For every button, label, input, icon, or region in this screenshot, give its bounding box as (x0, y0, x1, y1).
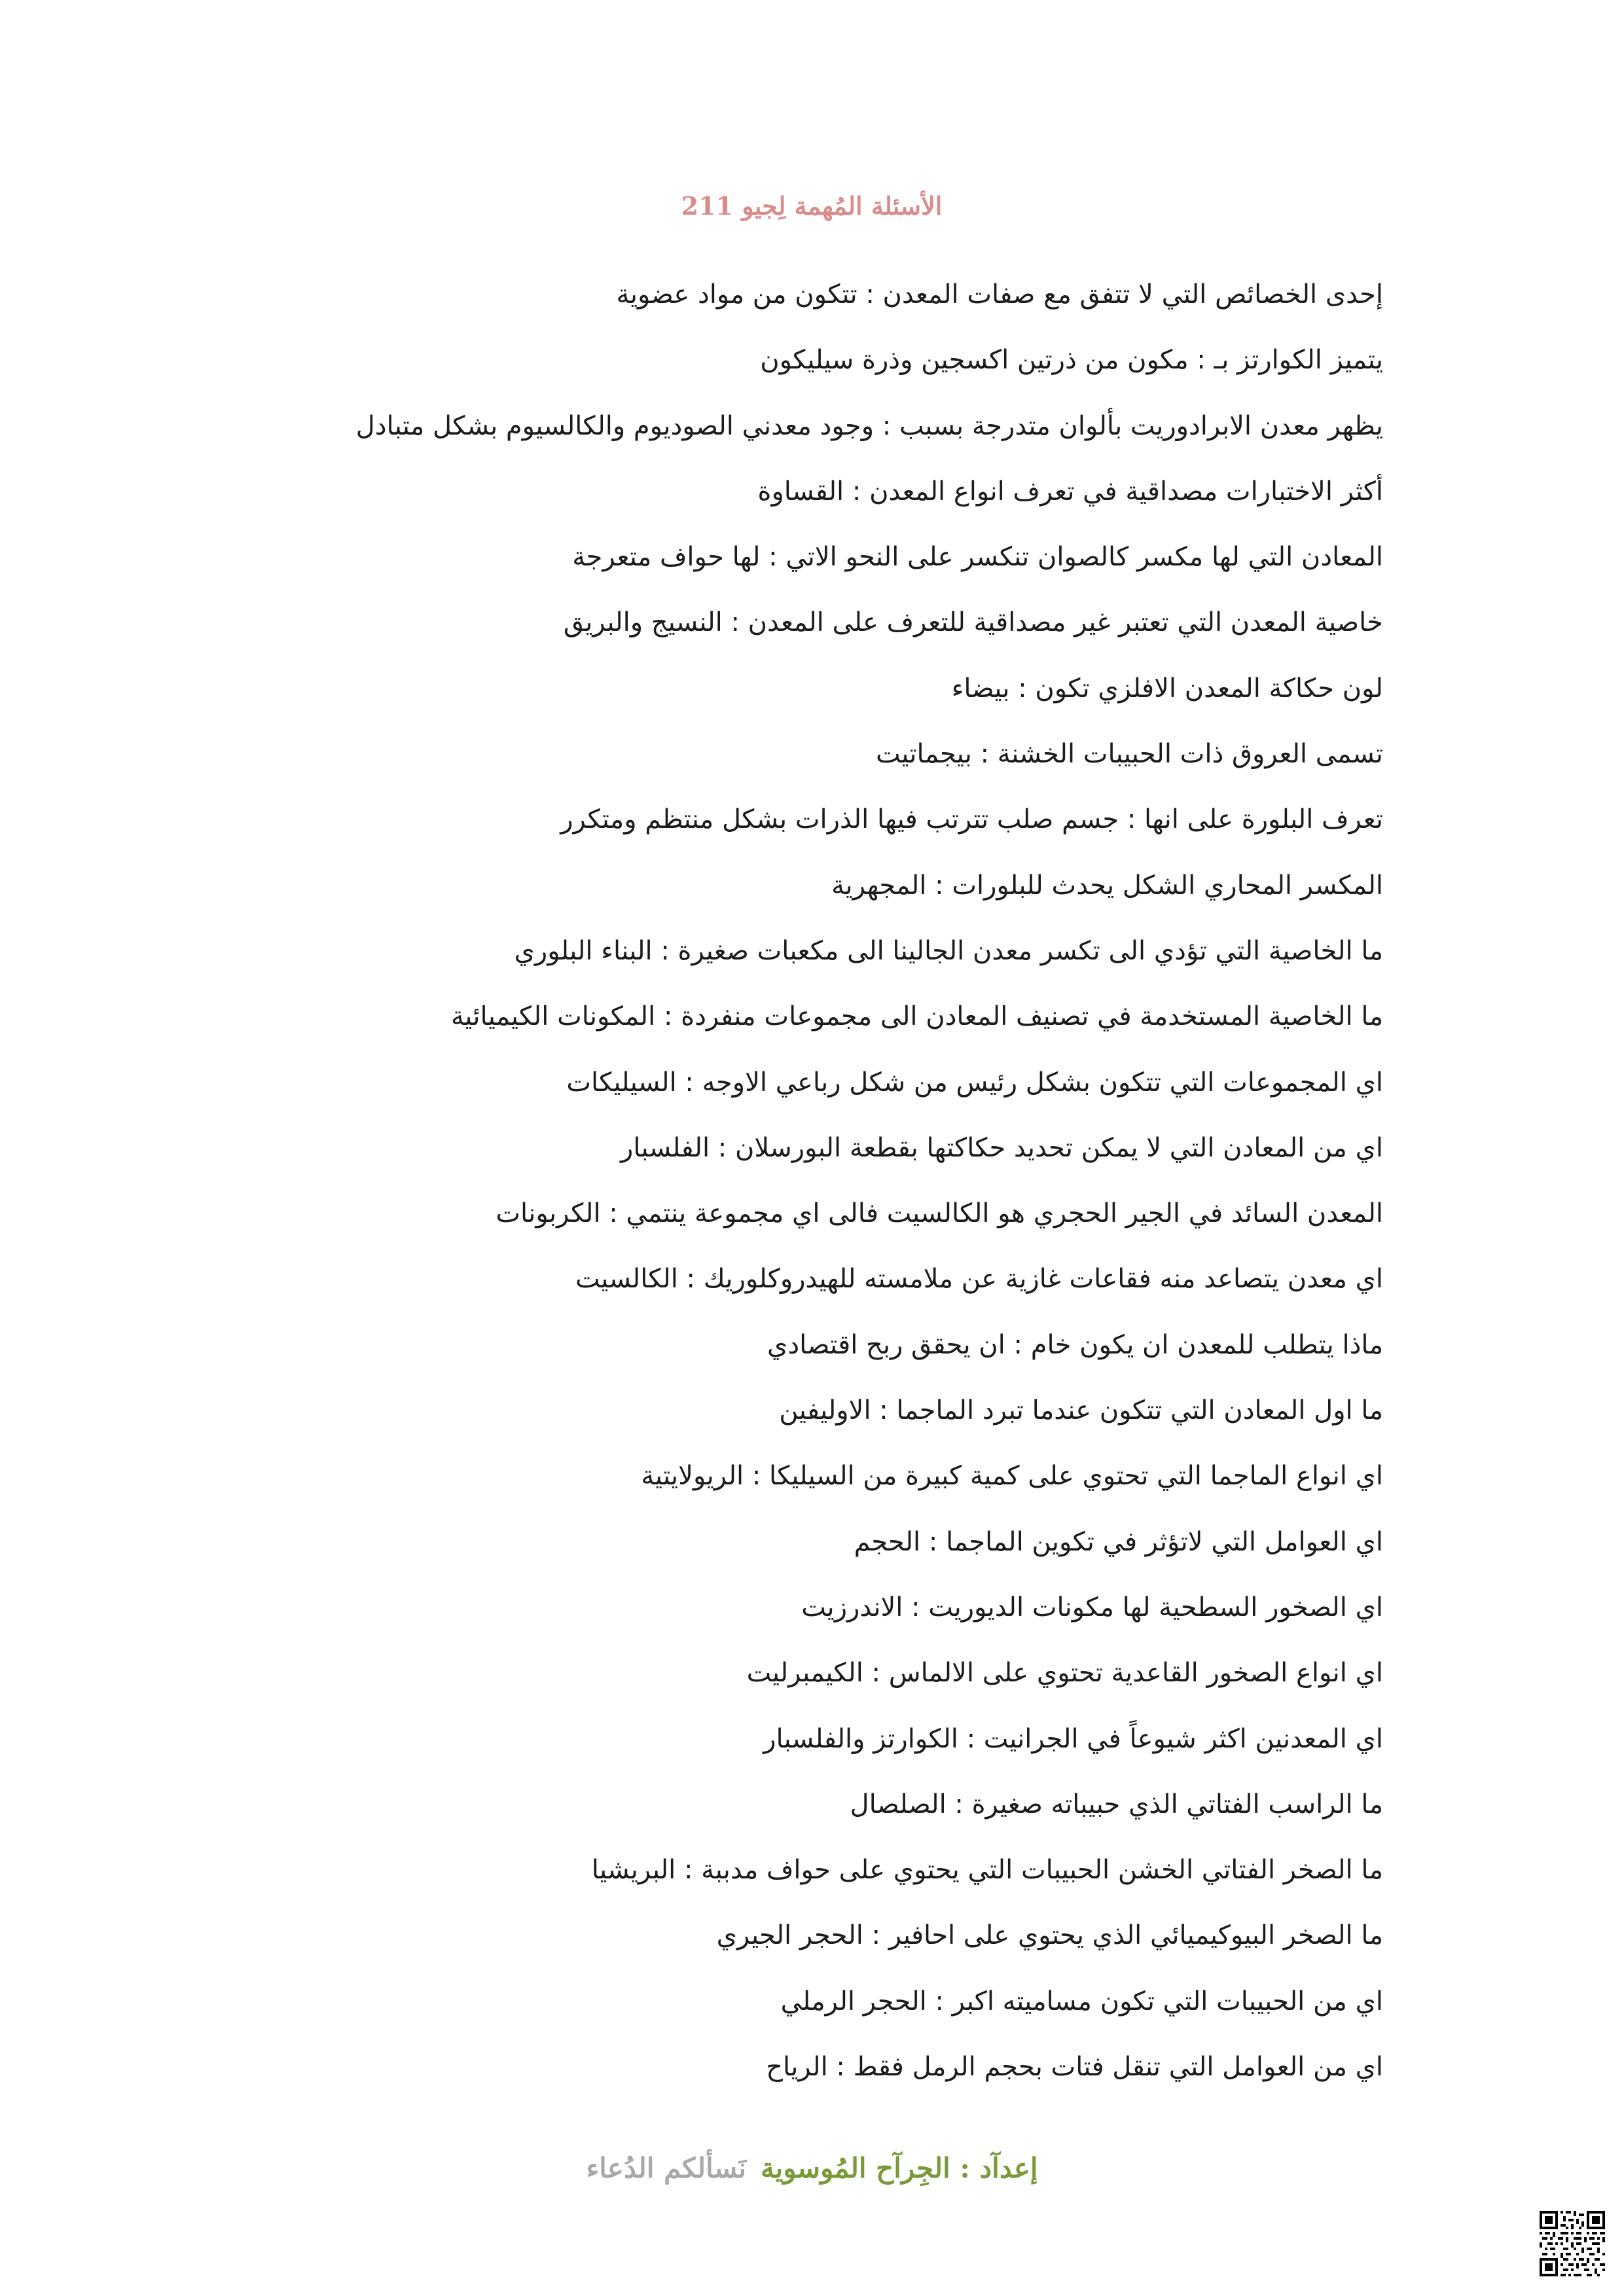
qa-item: ماذا يتطلب للمعدن ان يكون خام : ان يحقق ربح اقتصادي (767, 1329, 1383, 1360)
qa-item: اي المعدنين اكثر شيوعاً في الجرانيت : الكوارتز والفلسبار (763, 1723, 1383, 1754)
qa-item: أكثر الاختبارات مصداقية في تعرف انواع المعدن : القساوة (757, 476, 1383, 507)
qa-item: اي المجموعات التي تتكون بشكل رئيس من شكل رباعي الاوجه : السيليكات (566, 1067, 1383, 1098)
question-answer-list (205, 262, 1383, 2100)
qa-item: إحدى الخصائص التي لا تتفق مع صفات المعدن : تتكون من مواد عضوية (616, 279, 1383, 310)
prepared-by: إعدآد : الجِرآح المُوسوية (761, 2152, 1038, 2184)
qa-item: ما الصخر الفتاتي الخشن الحبيبات التي يحتوي على حواف مدببة : البريشيا (591, 1855, 1383, 1886)
qa-item: اي العوامل التي لاتؤثر في تكوين الماجما : الحجم (854, 1526, 1383, 1557)
qa-item: اي من العوامل التي تنقل فتات بحجم الرمل فقط : الرياح (766, 2052, 1383, 2083)
qa-item: ما الخاصية التي تؤدي الى تكسر معدن الجالينا الى مكعبات صغيرة : البناء البلوري (514, 935, 1383, 966)
qa-item: اي من الحبيبات التي تكون مساميته اكبر : الحجر الرملي (780, 1986, 1383, 2017)
page-title: الأسئلة المُهمة لِجيو 211 (681, 191, 943, 221)
qa-item: المعدن السائد في الجير الحجري هو الكالسيت فالى اي مجموعة ينتمي : الكربونات (496, 1198, 1383, 1229)
qa-item: ما اول المعادن التي تتكون عندما تبرد الماجما : الاوليفين (779, 1395, 1383, 1426)
qa-item: اي معدن يتصاعد منه فقاعات غازية عن ملامسته للهيدروكلوريك : الكالسيت (575, 1264, 1383, 1295)
qa-item: اي انواع الصخور القاعدية تحتوي على الالماس : الكيمبرليت (746, 1658, 1383, 1689)
qa-item: يتميز الكوارتز بـ : مكون من ذرتين اكسجين وذرة سيليكون (760, 345, 1383, 376)
qa-item: اي من المعادن التي لا يمكن تحديد حكاكتها بقطعة البورسلان : الفلسبار (621, 1132, 1383, 1163)
qa-item: ما الصخر البيوكيميائي الذي يحتوي على احافير : الحجر الجيري (716, 1920, 1383, 1951)
qa-item: يظهر معدن الابرادوريت بألوان متدرجة بسبب : وجود معدني الصوديوم والكالسيوم بشكل متبادل (355, 410, 1383, 441)
qa-item: ما الخاصية المستخدمة في تصنيف المعادن الى مجموعات منفردة : المكونات الكيميائية (450, 1001, 1383, 1032)
qa-item: المكسر المحاري الشكل يحدث للبلورات : المجهرية (831, 870, 1383, 901)
qa-item: اي الصخور السطحية لها مكونات الديوريت : الاندرزيت (801, 1592, 1383, 1623)
qa-item: خاصية المعدن التي تعتبر غير مصداقية للتعرف على المعدن : النسيج والبريق (563, 607, 1383, 638)
dua-request: نَسألكم الدُعاء (586, 2152, 747, 2184)
qa-item: ما الراسب الفتاتي الذي حبيباته صغيرة : الصلصال (850, 1789, 1383, 1820)
qa-item: تسمى العروق ذات الحبيبات الخشنة : بيجماتيت (876, 739, 1383, 770)
qa-item: اي انواع الماجما التي تحتوي على كمية كبيرة من السيليكا : الريولايتية (641, 1461, 1383, 1492)
qa-item: لون حكاكة المعدن الافلزي تكون : بيضاء (951, 673, 1383, 704)
qr-code-icon (1540, 2211, 1605, 2276)
qa-item: المعادن التي لها مكسر كالصوان تنكسر على النحو الاتي : لها حواف متعرجة (572, 542, 1383, 573)
qa-item: تعرف البلورة على انها : جسم صلب تترتب فيها الذرات بشكل منتظم ومتكرر (560, 804, 1383, 835)
footer-credit (0, 2152, 1624, 2184)
